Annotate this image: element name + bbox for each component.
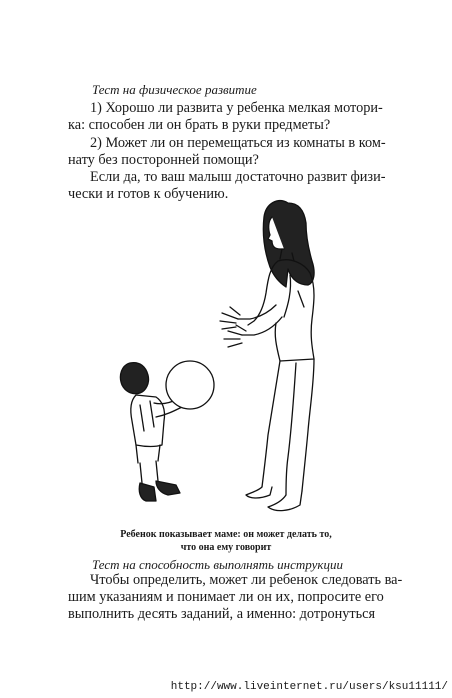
child-figure xyxy=(120,361,214,501)
text-line: чески и готов к обучению. xyxy=(68,186,229,202)
text-line: ка: способен ли он брать в руки предметы? xyxy=(68,117,331,133)
section-heading-physical-test: Тест на физическое развитие xyxy=(92,82,257,97)
caption-line: что она ему говорит xyxy=(180,542,272,553)
illustration-caption xyxy=(60,528,392,554)
text-line: нату без посторонней помощи? xyxy=(68,152,259,168)
text-line: шим указаниям и понимает ли он их, попросите его xyxy=(68,589,384,605)
question-1-paragraph xyxy=(68,100,390,134)
mother-figure xyxy=(220,201,314,511)
illustration-mother-child-ball xyxy=(100,195,350,520)
text-line: 1) Хорошо ли развита у ребенка мелкая мотори- xyxy=(90,100,383,116)
section-heading-instructions-test: Тест на способность выполнять инструкции xyxy=(92,557,343,572)
text-line: Чтобы определить, может ли ребенок следовать ва- xyxy=(90,572,403,588)
text-line: выполнить десять заданий, а именно: дотронуться xyxy=(68,606,376,622)
text-line: Если да, то ваш малыш достаточно развит физи- xyxy=(90,169,386,185)
source-url: http://www.liveinternet.ru/users/ksu11111/ xyxy=(170,681,448,693)
question-2-paragraph xyxy=(68,135,390,169)
caption-line: Ребенок показывает маме: он может делать то, xyxy=(120,529,332,540)
text-line: 2) Может ли он перемещаться из комнаты в ком- xyxy=(90,135,386,151)
instructions-paragraph xyxy=(68,572,403,623)
